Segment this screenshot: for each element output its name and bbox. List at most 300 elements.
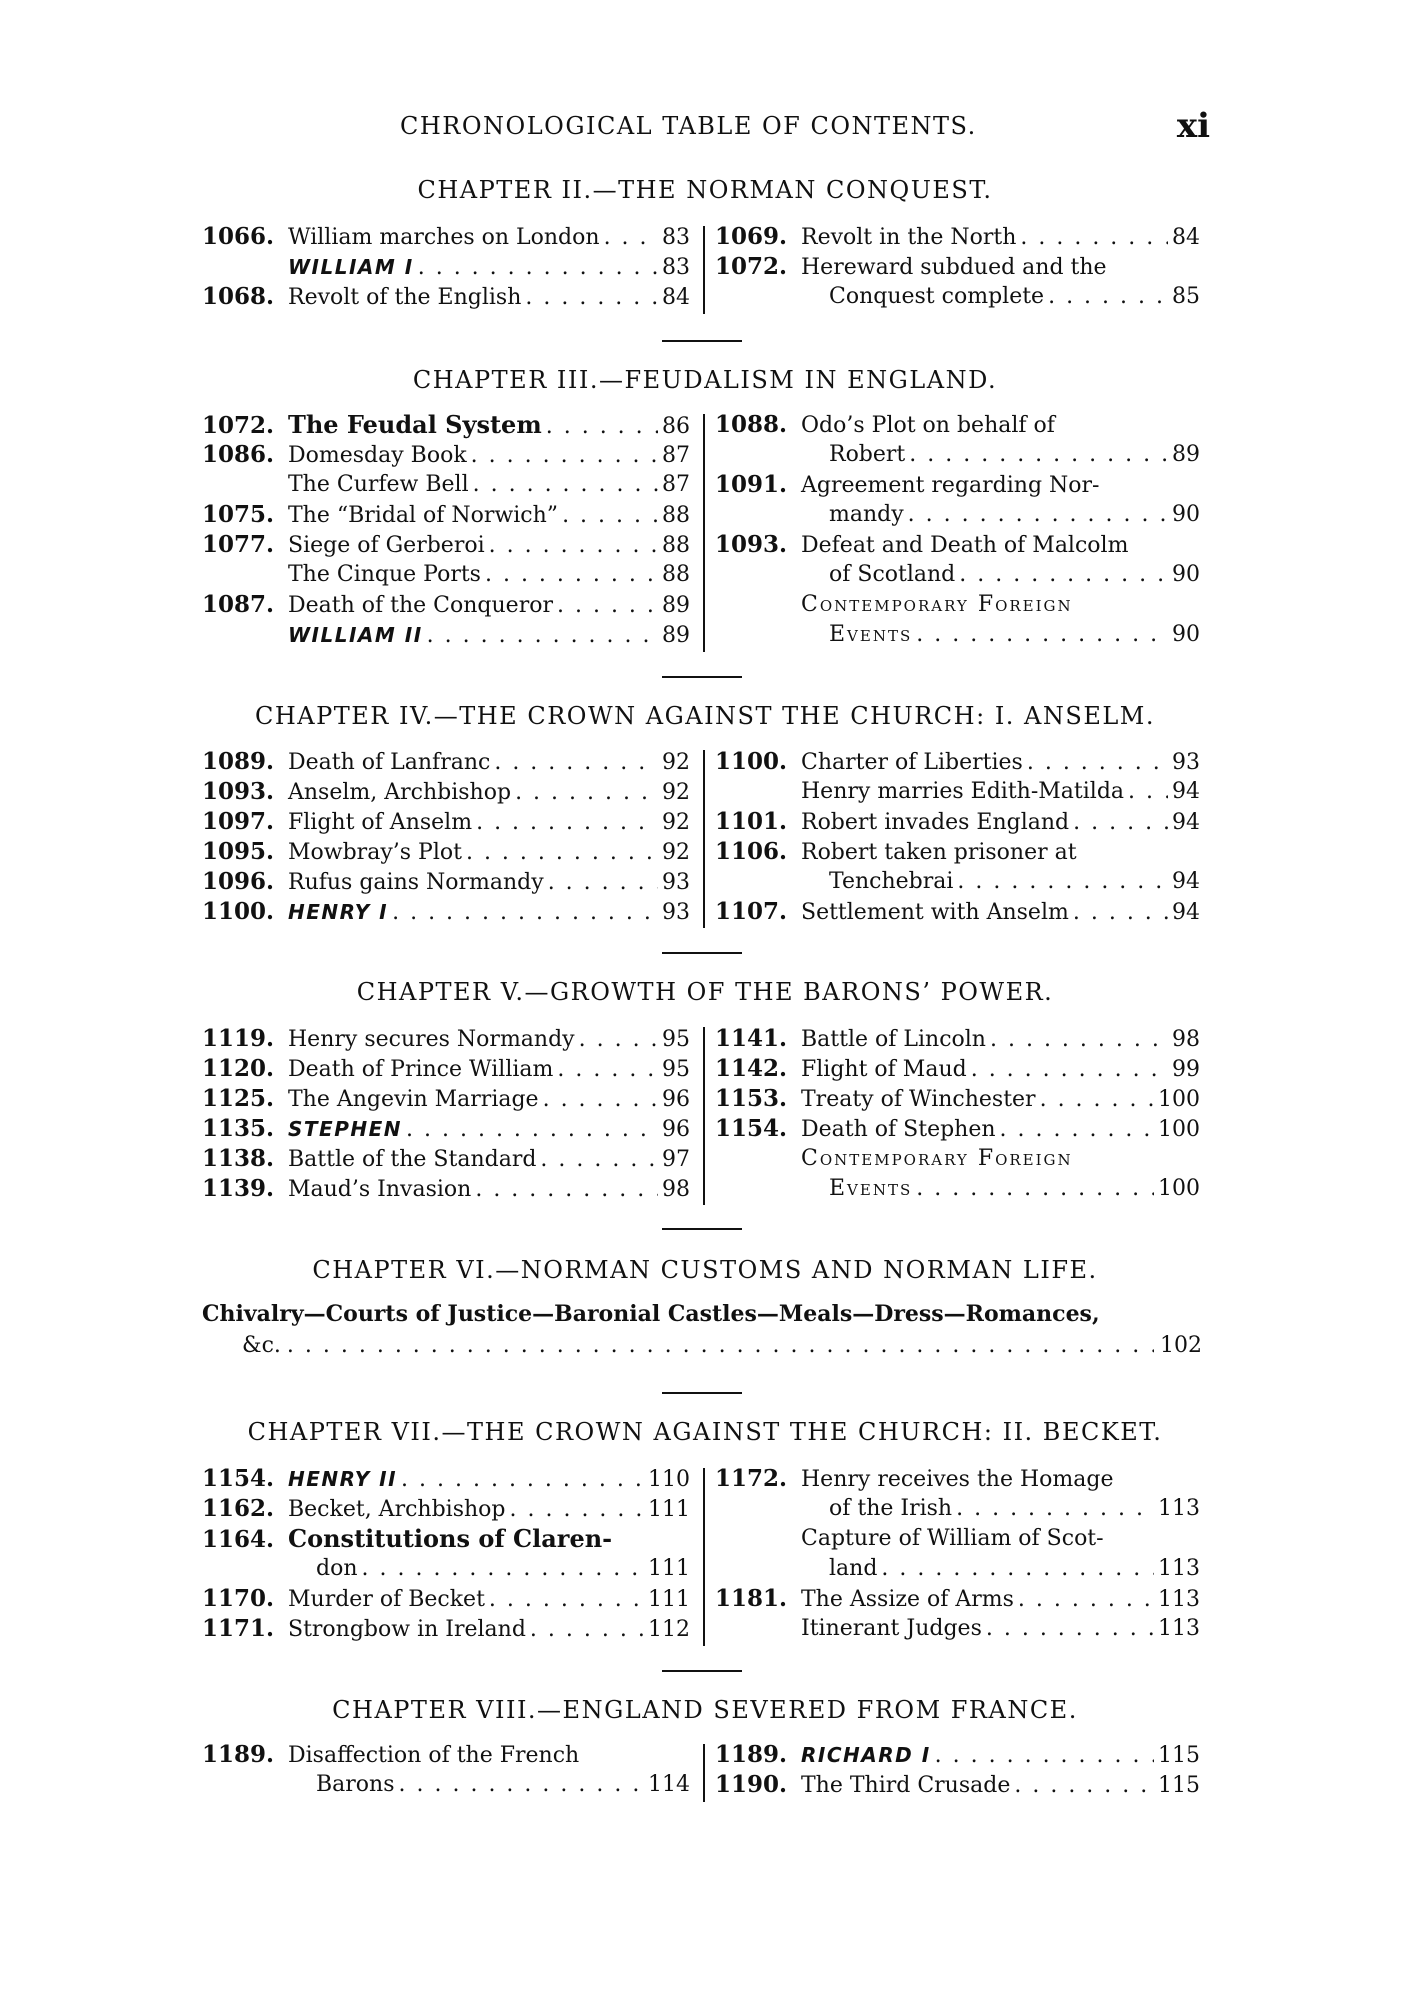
page-ref: 89 [662, 623, 690, 648]
entry-year: 1154. [715, 1115, 788, 1142]
page-ref: 111 [648, 1497, 690, 1522]
toc-entry [202, 560, 690, 590]
entry-body [801, 1494, 1200, 1524]
entry-title: Revolt in the North [801, 225, 1017, 250]
page-ref: 98 [662, 1177, 690, 1202]
entry-title: Hereward subdued and the [801, 255, 1107, 280]
entry-title: Odo’s Plot on behalf of [801, 413, 1055, 438]
toc-entry [202, 470, 690, 500]
entry-title: Henry marries Edith-Matilda [801, 779, 1125, 804]
page-ref: 112 [648, 1617, 690, 1642]
entry-title: of Scotland [829, 562, 956, 587]
entry-year: 1172. [715, 1465, 788, 1492]
toc-entry [715, 1024, 1200, 1054]
entry-body [288, 1025, 690, 1055]
entry-title: The Angevin Marriage [288, 1087, 539, 1112]
entry-body [288, 808, 690, 838]
entry-body [288, 748, 690, 778]
leader-dots [1048, 282, 1168, 312]
page-ref: 90 [1172, 502, 1200, 527]
entry-body [288, 1114, 690, 1145]
page-ref: 115 [1158, 1743, 1200, 1768]
page-number: xi [1176, 106, 1210, 146]
entry-body [288, 778, 690, 808]
entry-body [288, 283, 690, 313]
leader-dots [1000, 1115, 1154, 1145]
entry-body [801, 1554, 1200, 1584]
toc-entry [202, 1524, 690, 1554]
leader-dots [399, 1770, 644, 1800]
toc-entry [715, 252, 1200, 282]
leader-dots [362, 1554, 645, 1584]
entry-body [801, 777, 1200, 807]
entry-title: Defeat and Death of Malcolm [801, 533, 1129, 558]
page-ref: 92 [662, 750, 690, 775]
entry-title: STEPHEN [288, 1117, 403, 1141]
entry-body [288, 838, 690, 868]
entry-title: Rufus gains Normandy [288, 870, 544, 895]
running-head [200, 106, 1210, 152]
entry-year: 1100. [202, 898, 275, 925]
entry-year: 1097. [202, 808, 275, 835]
entry-body [801, 808, 1200, 838]
entry-year: 1072. [715, 253, 788, 280]
chapter-7-right-column [715, 1464, 1200, 1644]
entry-title: The “Bridal of Norwich” [288, 503, 559, 528]
entry-title: Settlement with Anselm [801, 900, 1069, 925]
entry-year: 1106. [715, 838, 788, 865]
entry-title: Itinerant Judges [801, 1616, 982, 1641]
entry-body [801, 1174, 1200, 1204]
page-ref: 89 [662, 593, 690, 618]
entry-year: 1077. [202, 531, 275, 558]
toc-entry [715, 1054, 1200, 1084]
entry-year: 1171. [202, 1615, 275, 1642]
toc-entry [202, 1054, 690, 1084]
chapter-2-heading: CHAPTER II.—THE NORMAN CONQUEST. [417, 176, 993, 204]
entry-year: 1107. [715, 898, 788, 925]
entry-title: The Cinque Ports [288, 562, 481, 587]
leader-dots [494, 748, 658, 778]
toc-entry [202, 1174, 690, 1204]
toc-entry [715, 1614, 1200, 1644]
leader-dots [881, 1554, 1154, 1584]
entry-title: The Third Crusade [801, 1773, 1011, 1798]
leader-dots [476, 808, 658, 838]
toc-entry [202, 1084, 690, 1114]
leader-dots [557, 591, 658, 621]
entry-title: The Curfew Bell [288, 472, 469, 497]
toc-entry [715, 222, 1200, 252]
chapter-7-heading: CHAPTER VII.—THE CROWN AGAINST THE CHURCH: II. BECKET. [247, 1418, 1163, 1446]
toc-entry [202, 1024, 690, 1054]
page-ref: 110 [648, 1467, 690, 1492]
page-ref: 94 [1172, 900, 1200, 925]
page-ref: 88 [662, 533, 690, 558]
entry-body [801, 1465, 1200, 1495]
entry-body [288, 1085, 690, 1115]
toc-entry [202, 1144, 690, 1174]
entry-body [288, 441, 690, 471]
toc-entry [202, 1554, 690, 1584]
entry-year: 1093. [715, 531, 788, 558]
entry-year: 1087. [202, 591, 275, 618]
leader-dots [427, 621, 658, 651]
chapter-4-heading: CHAPTER IV.—THE CROWN AGAINST THE CHURCH: I. ANSELM. [255, 702, 1155, 730]
entry-body [801, 531, 1200, 561]
toc-entry [715, 1144, 1200, 1174]
chapter-4-left-column [202, 747, 690, 927]
toc-entry [202, 222, 690, 252]
entry-title: Death of Lanfranc [288, 750, 491, 775]
leader-dots [986, 1614, 1154, 1644]
page-ref: 89 [1172, 442, 1200, 467]
toc-entry [715, 1740, 1200, 1770]
toc-entry [202, 620, 690, 650]
entry-body [801, 282, 1200, 312]
page-ref: 114 [648, 1772, 690, 1797]
toc-entry [202, 777, 690, 807]
entry-body [801, 898, 1200, 928]
toc-entry [202, 1494, 690, 1524]
page-ref: 93 [1172, 750, 1200, 775]
column-rule [703, 226, 705, 314]
entry-title: Battle of the Standard [288, 1147, 537, 1172]
entry-body [288, 1524, 690, 1554]
chapter-4-right-column [715, 747, 1200, 927]
entry-title: The Feudal System [288, 410, 542, 439]
entry-body [288, 1495, 690, 1525]
entry-body [801, 1055, 1200, 1085]
entry-year: 1068. [202, 283, 275, 310]
entry-year: 1141. [715, 1025, 788, 1052]
leader-dots [515, 778, 658, 808]
chapter-6-heading: CHAPTER VI.—NORMAN CUSTOMS AND NORMAN LIFE. [312, 1256, 1098, 1284]
entry-body [801, 1740, 1200, 1771]
entry-body [801, 253, 1200, 283]
entry-title: Siege of Gerberoi [288, 533, 485, 558]
entry-year: 1190. [715, 1771, 788, 1798]
entry-title: Murder of Becket [288, 1587, 485, 1612]
toc-entry [202, 1584, 690, 1614]
section-divider [662, 1392, 742, 1394]
entry-title: Conquest complete [829, 284, 1045, 309]
entry-body [801, 748, 1200, 778]
page-ref: 100 [1158, 1087, 1200, 1112]
leader-dots [1073, 808, 1168, 838]
toc-entry [202, 440, 690, 470]
leader-dots [530, 1615, 644, 1645]
leader-dots [466, 838, 658, 868]
entry-body [801, 1614, 1200, 1644]
entry-title: WILLIAM II [288, 623, 423, 647]
entry-title: HENRY II [288, 1467, 398, 1491]
leader-dots [489, 1585, 644, 1615]
entry-title: RICHARD I [801, 1743, 931, 1767]
entry-title: Barons [316, 1772, 395, 1797]
entry-year: 1072. [202, 412, 275, 439]
chapter-2-left-column [202, 222, 690, 312]
entry-year: 1095. [202, 838, 275, 865]
toc-entry [715, 1770, 1200, 1800]
entry-title: WILLIAM I [288, 255, 414, 279]
entry-year: 1189. [202, 1741, 275, 1768]
entry-year: 1101. [715, 808, 788, 835]
leader-dots [959, 560, 1168, 590]
leader-dots [604, 223, 658, 253]
entry-body [288, 470, 690, 500]
page-ref: 94 [1172, 869, 1200, 894]
entry-title: of the Irish [829, 1496, 953, 1521]
entry-body [288, 1554, 690, 1584]
toc-entry [202, 867, 690, 897]
leader-dots [957, 867, 1168, 897]
toc-entry [715, 1174, 1200, 1204]
leader-dots [1128, 777, 1168, 807]
leader-dots [990, 1025, 1168, 1055]
page-ref: 113 [1158, 1616, 1200, 1641]
page-ref: 113 [1158, 1587, 1200, 1612]
toc-entry [715, 560, 1200, 590]
entry-title: Becket, Archbishop [288, 1497, 506, 1522]
leader-dots [406, 1115, 658, 1145]
page-ref: 90 [1172, 562, 1200, 587]
toc-entry [715, 410, 1200, 440]
leader-dots [1073, 898, 1168, 928]
entry-body [801, 590, 1200, 620]
toc-entry [202, 1770, 690, 1800]
page-ref: 93 [662, 900, 690, 925]
leader-dots [916, 620, 1168, 650]
entry-body [288, 868, 690, 898]
entry-body [288, 501, 690, 531]
page-ref: 100 [1158, 1117, 1200, 1142]
entry-title: Domesday Book [288, 443, 467, 468]
entry-title: Tenchebrai [829, 869, 954, 894]
entry-year: 1138. [202, 1145, 275, 1172]
toc-entry [715, 867, 1200, 897]
page-ref: 92 [662, 810, 690, 835]
entry-body [288, 620, 690, 651]
chapter-6-entry [202, 1330, 1202, 1362]
entry-year: 1142. [715, 1055, 788, 1082]
entry-title: don [316, 1556, 358, 1581]
entry-year: 1139. [202, 1175, 275, 1202]
leader-dots [935, 1741, 1154, 1771]
section-divider [662, 1670, 742, 1672]
column-rule [703, 1744, 705, 1802]
toc-entry [715, 777, 1200, 807]
chapter-5-left-column [202, 1024, 690, 1204]
leader-dots [916, 1174, 1154, 1204]
entry-year: 1086. [202, 441, 275, 468]
entry-body [801, 1771, 1200, 1801]
page-ref: 99 [1172, 1057, 1200, 1082]
entry-title: land [829, 1556, 878, 1581]
chapter-5-right-column [715, 1024, 1200, 1204]
page-ref: 92 [662, 840, 690, 865]
page-ref: 85 [1172, 284, 1200, 309]
entry-year: 1120. [202, 1055, 275, 1082]
toc-entry [715, 440, 1200, 470]
entry-title: Events [829, 1176, 913, 1201]
chapter-2-right-column [715, 222, 1200, 312]
entry-body [288, 1464, 690, 1495]
entry-year: 1181. [715, 1585, 788, 1612]
chapter-7-left-column [202, 1464, 690, 1644]
toc-entry [202, 1114, 690, 1144]
entry-title: Battle of Lincoln [801, 1027, 986, 1052]
chapter-6-etc: &c. [242, 1333, 281, 1358]
entry-title: Robert taken prisoner at [801, 840, 1077, 865]
entry-title: William marches on London [288, 225, 600, 250]
entry-body [288, 223, 690, 253]
entry-year: 1164. [202, 1526, 275, 1553]
entry-title: Mowbray’s Plot [288, 840, 462, 865]
entry-title: Death of Prince William [288, 1057, 554, 1082]
page-ref: 98 [1172, 1027, 1200, 1052]
page-ref: 88 [662, 562, 690, 587]
leader-dots [562, 501, 658, 531]
entry-body [288, 1585, 690, 1615]
page-ref: 94 [1172, 779, 1200, 804]
toc-entry [715, 897, 1200, 927]
toc-entry [715, 1084, 1200, 1114]
toc-entry [715, 500, 1200, 530]
running-title: CHRONOLOGICAL TABLE OF CONTENTS. [400, 112, 977, 140]
page-ref: 84 [662, 285, 690, 310]
page-ref: 83 [662, 225, 690, 250]
entry-body [288, 252, 690, 283]
column-rule [703, 1468, 705, 1646]
page-ref: 111 [648, 1587, 690, 1612]
entry-body [288, 410, 690, 442]
toc-entry [202, 530, 690, 560]
leader-dots [1014, 1771, 1154, 1801]
chapter-8-heading: CHAPTER VIII.—ENGLAND SEVERED FROM FRANCE. [332, 1696, 1078, 1724]
entry-year: 1091. [715, 471, 788, 498]
entry-title: Henry receives the Homage [801, 1467, 1114, 1492]
page-ref: 84 [1172, 225, 1200, 250]
leader-dots [1018, 1585, 1154, 1615]
entry-year: 1096. [202, 868, 275, 895]
entry-body [801, 1585, 1200, 1615]
toc-entry [202, 807, 690, 837]
toc-entry [202, 590, 690, 620]
entry-body [288, 1055, 690, 1085]
entry-title: Constitutions of Claren- [288, 1524, 613, 1553]
toc-entry [715, 530, 1200, 560]
entry-year: 1125. [202, 1085, 275, 1112]
page-ref: 95 [662, 1057, 690, 1082]
toc-entry [715, 620, 1200, 650]
entry-body [801, 500, 1200, 530]
toc-entry [715, 837, 1200, 867]
entry-title: HENRY I [288, 900, 389, 924]
entry-title: Death of Stephen [801, 1117, 996, 1142]
page-ref: 86 [662, 414, 690, 439]
leader-dots [1040, 1085, 1154, 1115]
entry-year: 1075. [202, 501, 275, 528]
page-ref: 94 [1172, 810, 1200, 835]
entry-body [288, 591, 690, 621]
toc-entry [715, 1114, 1200, 1144]
toc-entry [202, 837, 690, 867]
entry-body [801, 1025, 1200, 1055]
leader-dots [956, 1494, 1154, 1524]
entry-body [288, 560, 690, 590]
chapter-3-left-column [202, 410, 690, 650]
page-ref: 87 [662, 472, 690, 497]
entry-body [288, 1615, 690, 1645]
toc-entry [715, 1464, 1200, 1494]
page-ref: 96 [662, 1117, 690, 1142]
entry-body [801, 440, 1200, 470]
entry-year: 1170. [202, 1585, 275, 1612]
entry-year: 1088. [715, 411, 788, 438]
entry-title: Contemporary Foreign [801, 1146, 1073, 1171]
leader-dots [471, 441, 658, 471]
leader-dots [392, 898, 658, 928]
entry-body [801, 411, 1200, 441]
entry-body [801, 838, 1200, 868]
leader-dots [287, 1330, 1154, 1362]
page-ref: 93 [662, 870, 690, 895]
page-ref: 83 [662, 255, 690, 280]
toc-entry [202, 1740, 690, 1770]
entry-body [801, 867, 1200, 897]
entry-body [801, 1085, 1200, 1115]
leader-dots [557, 1055, 658, 1085]
leader-dots [475, 1175, 658, 1205]
entry-body [801, 1115, 1200, 1145]
entry-title: Disaffection of the French [288, 1743, 580, 1768]
leader-dots [1020, 223, 1168, 253]
entry-year: 1153. [715, 1085, 788, 1112]
section-divider [662, 1228, 742, 1230]
toc-entry [202, 1614, 690, 1644]
page-ref: 90 [1172, 622, 1200, 647]
entry-title: Charter of Liberties [801, 750, 1023, 775]
page-ref: 87 [662, 443, 690, 468]
entry-title: The Assize of Arms [801, 1587, 1014, 1612]
chapter-6-topics: Chivalry—Courts of Justice—Baronial Castles—Meals—Dress—Romances, [202, 1301, 1100, 1327]
page-ref: 111 [648, 1556, 690, 1581]
chapter-8-left-column [202, 1740, 690, 1800]
chapter-3-heading: CHAPTER III.—FEUDALISM IN ENGLAND. [412, 366, 998, 394]
entry-year: 1066. [202, 223, 275, 250]
entry-title: Robert [829, 442, 906, 467]
toc-entry [715, 807, 1200, 837]
toc-entry [715, 282, 1200, 312]
page-ref: 115 [1158, 1773, 1200, 1798]
entry-year: 1189. [715, 1741, 788, 1768]
toc-entry [202, 897, 690, 927]
page-ref: 88 [662, 503, 690, 528]
entry-title: Revolt of the English [288, 285, 522, 310]
page-ref: 100 [1158, 1176, 1200, 1201]
chapter-5-heading: CHAPTER V.—GROWTH OF THE BARONS’ POWER. [356, 978, 1054, 1006]
leader-dots [543, 1085, 658, 1115]
leader-dots [418, 253, 658, 283]
entry-title: Flight of Maud [801, 1057, 967, 1082]
page-ref: 113 [1158, 1496, 1200, 1521]
entry-body [801, 1524, 1200, 1554]
leader-dots [579, 1025, 658, 1055]
column-rule [703, 1027, 705, 1205]
leader-dots [1027, 748, 1168, 778]
entry-year: 1154. [202, 1465, 275, 1492]
